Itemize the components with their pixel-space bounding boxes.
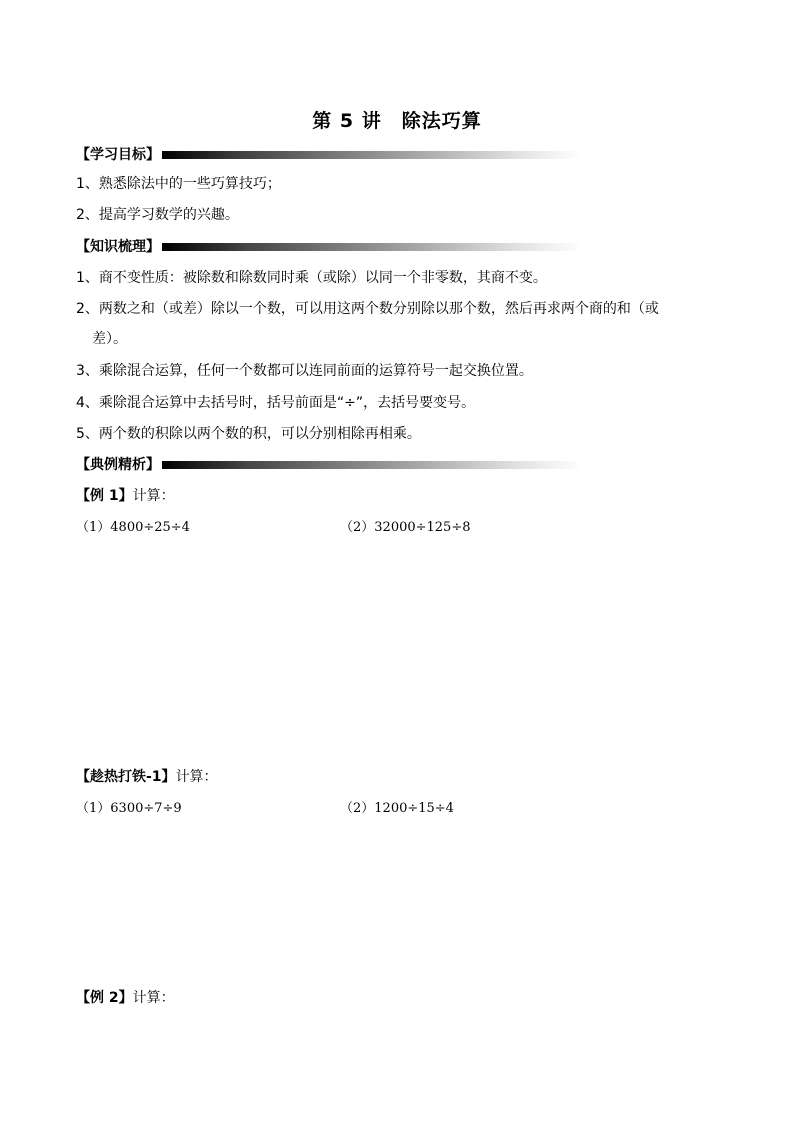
page-title: 第 5 讲 除法巧算 (312, 110, 482, 132)
example-tag: 【例 2】 (76, 990, 133, 1006)
knowledge-item: 4、乘除混合运算中去括号时，括号前面是“÷”，去括号要变号。 (76, 395, 476, 411)
goal-item: 1、熟悉除法中的一些巧算技巧； (76, 176, 281, 192)
section-divider-bar (162, 151, 582, 159)
practice-1-problem-2: （2）1200÷15÷4 (340, 801, 454, 816)
example-instruction: 计算： (132, 990, 175, 1006)
knowledge-item: 3、乘除混合运算，任何一个数都可以连同前面的运算符号一起交换位置。 (76, 363, 533, 379)
knowledge-item: 1、商不变性质：被除数和除数同时乘（或除）以同一个非零数，其商不变。 (76, 270, 547, 286)
section-label: 【典例精析】 (76, 457, 160, 473)
practice-1-problem-1: （1）6300÷7÷9 (76, 801, 182, 816)
example-1-problem-1: （1）4800÷25÷4 (76, 520, 190, 535)
section-divider-bar (162, 461, 582, 469)
section-label: 【学习目标】 (76, 147, 160, 163)
example-1-heading (76, 486, 175, 506)
goal-item: 2、提高学习数学的兴趣。 (76, 207, 239, 223)
example-instruction: 计算： (132, 488, 175, 504)
example-tag: 【例 1】 (76, 488, 133, 504)
section-divider-bar (162, 243, 582, 251)
knowledge-item-continuation: 差）。 (92, 331, 127, 347)
practice-tag: 【趁热打铁-1】 (76, 769, 176, 785)
section-header-goals (76, 145, 596, 165)
section-label: 【知识梳理】 (76, 239, 160, 255)
section-header-examples (76, 455, 596, 475)
knowledge-item: 5、两个数的积除以两个数的积，可以分别相除再相乘。 (76, 426, 421, 442)
section-header-knowledge (76, 237, 596, 257)
example-2-heading (76, 988, 175, 1008)
example-1-problem-2: （2）32000÷125÷8 (340, 520, 471, 535)
practice-1-heading (76, 767, 218, 787)
knowledge-item: 2、两数之和（或差）除以一个数，可以用这两个数分别除以那个数，然后再求两个商的和（或 (76, 301, 659, 317)
practice-instruction: 计算： (175, 769, 218, 785)
